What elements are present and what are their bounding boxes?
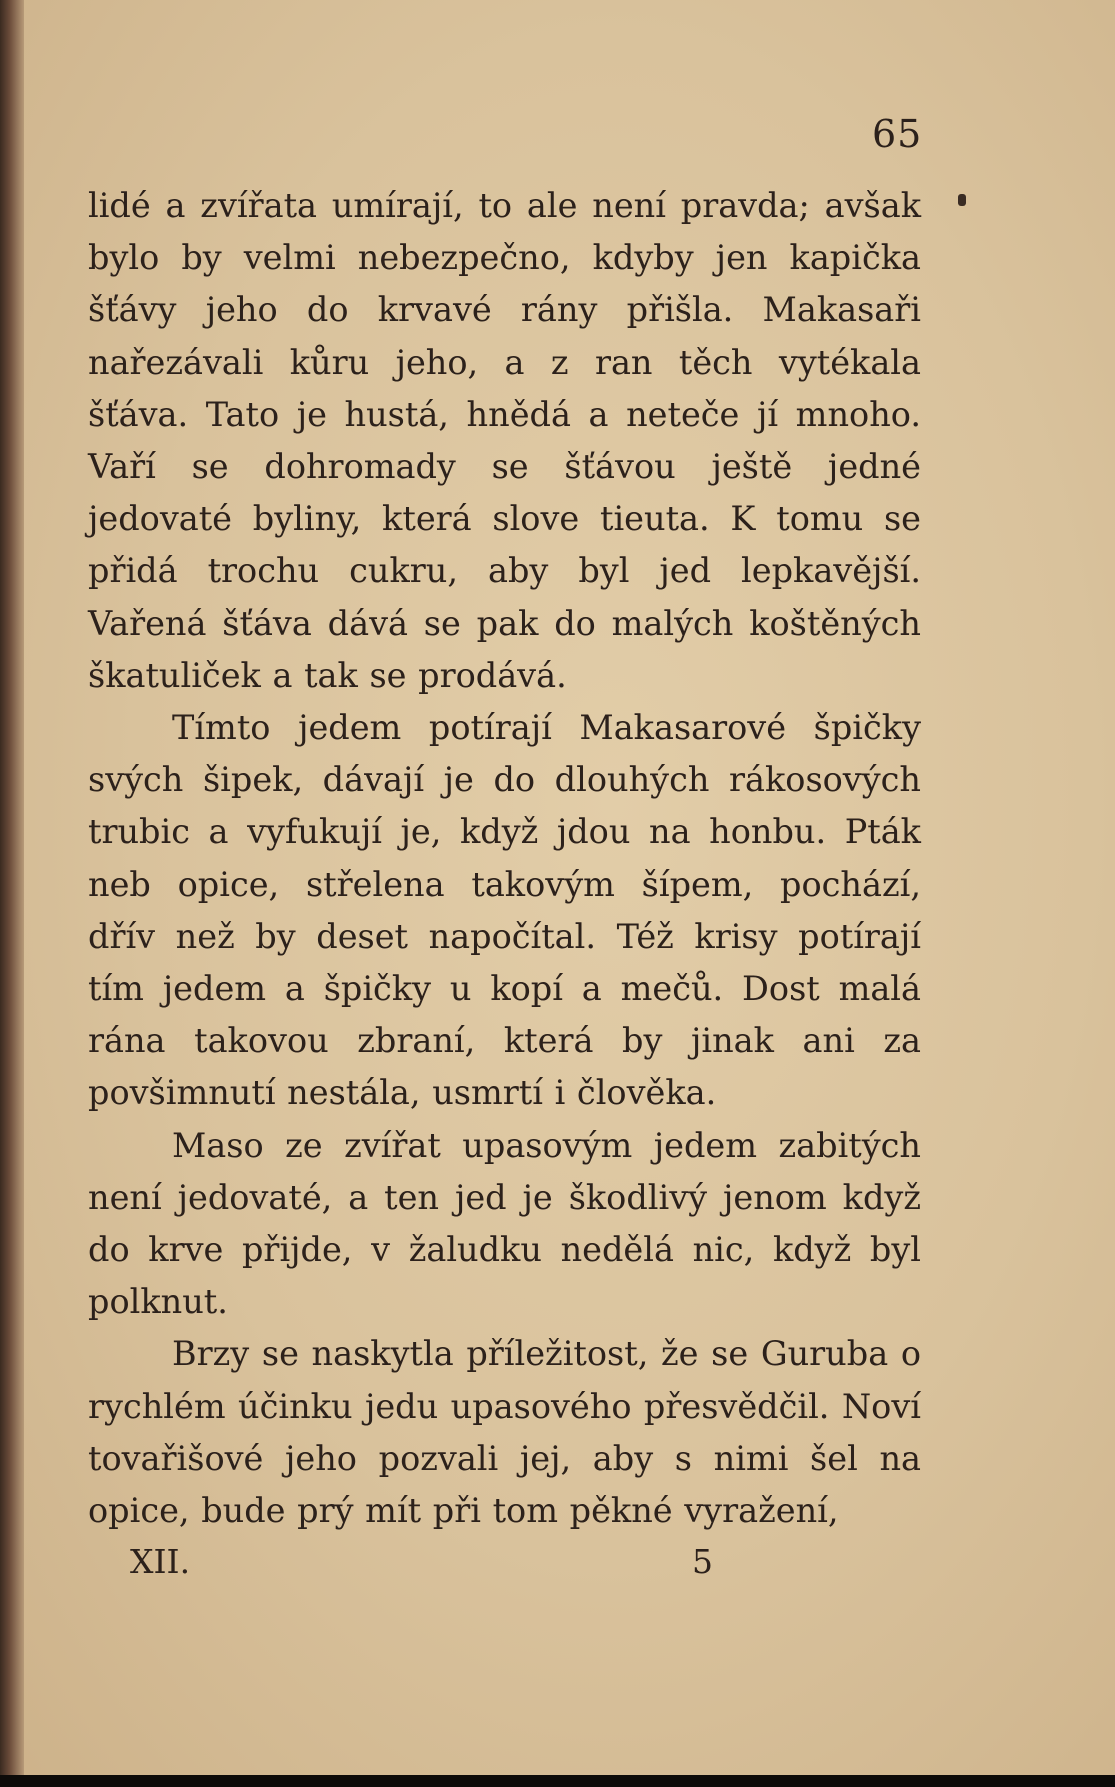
paragraph-2: Tímto jedem potírají Makasarové špičky svých šipek, dávají je do dlouhých rákosových trubic a vyfukují je, když jdou na honbu. Pták neb opice, střelena takovým šípem, pochází, dřív než by deset napočítal. Též krisy potírají tím jedem a špičky u kopí a mečů. Dost malá rána takovou zbraní, která by jinak ani za povšimnutí nestála, usmrtí i člověka. [88, 708, 921, 1113]
page-number: 65 [872, 112, 923, 156]
paragraph-4: Brzy se naskytla příležitost, že se Guruba o rychlém účinku jedu upasového přesvědčil. Noví tovařišové jeho pozvali jej, aby s nimi šel na opice, bude prý mít při tom pěkné vyražení, [88, 1334, 921, 1531]
sheet-number: 5 [692, 1542, 713, 1581]
signature-mark: XII. [130, 1542, 191, 1581]
body-text [88, 180, 921, 1537]
page-binding-edge [0, 0, 24, 1775]
paragraph-1: lidé a zvířata umírají, to ale není pravda; avšak bylo by velmi nebezpečno, kdyby jen kapička šťávy jeho do krvavé rány přišla. Makasaři nařezávali kůru jeho, a z ran těch vytékala šťáva. Tato je hustá, hnědá a neteče jí mnoho. Vaří se dohromady se šťávou ještě jedné jedovaté byliny, která slove tieuta. K tomu se přidá trochu cukru, aby byl jed lepkavější. Vařená šťáva dává se pak do malých koštěných škatuliček a tak se prodává. [88, 186, 921, 695]
paragraph-3: Maso ze zvířat upasovým jedem zabitých není jedovaté, a ten jed je škodlivý jenom když do krve přijde, v žaludku nedělá nic, když byl polknut. [88, 1125, 921, 1322]
paper-speck [958, 194, 966, 206]
scan-bottom-edge [0, 1775, 1115, 1787]
